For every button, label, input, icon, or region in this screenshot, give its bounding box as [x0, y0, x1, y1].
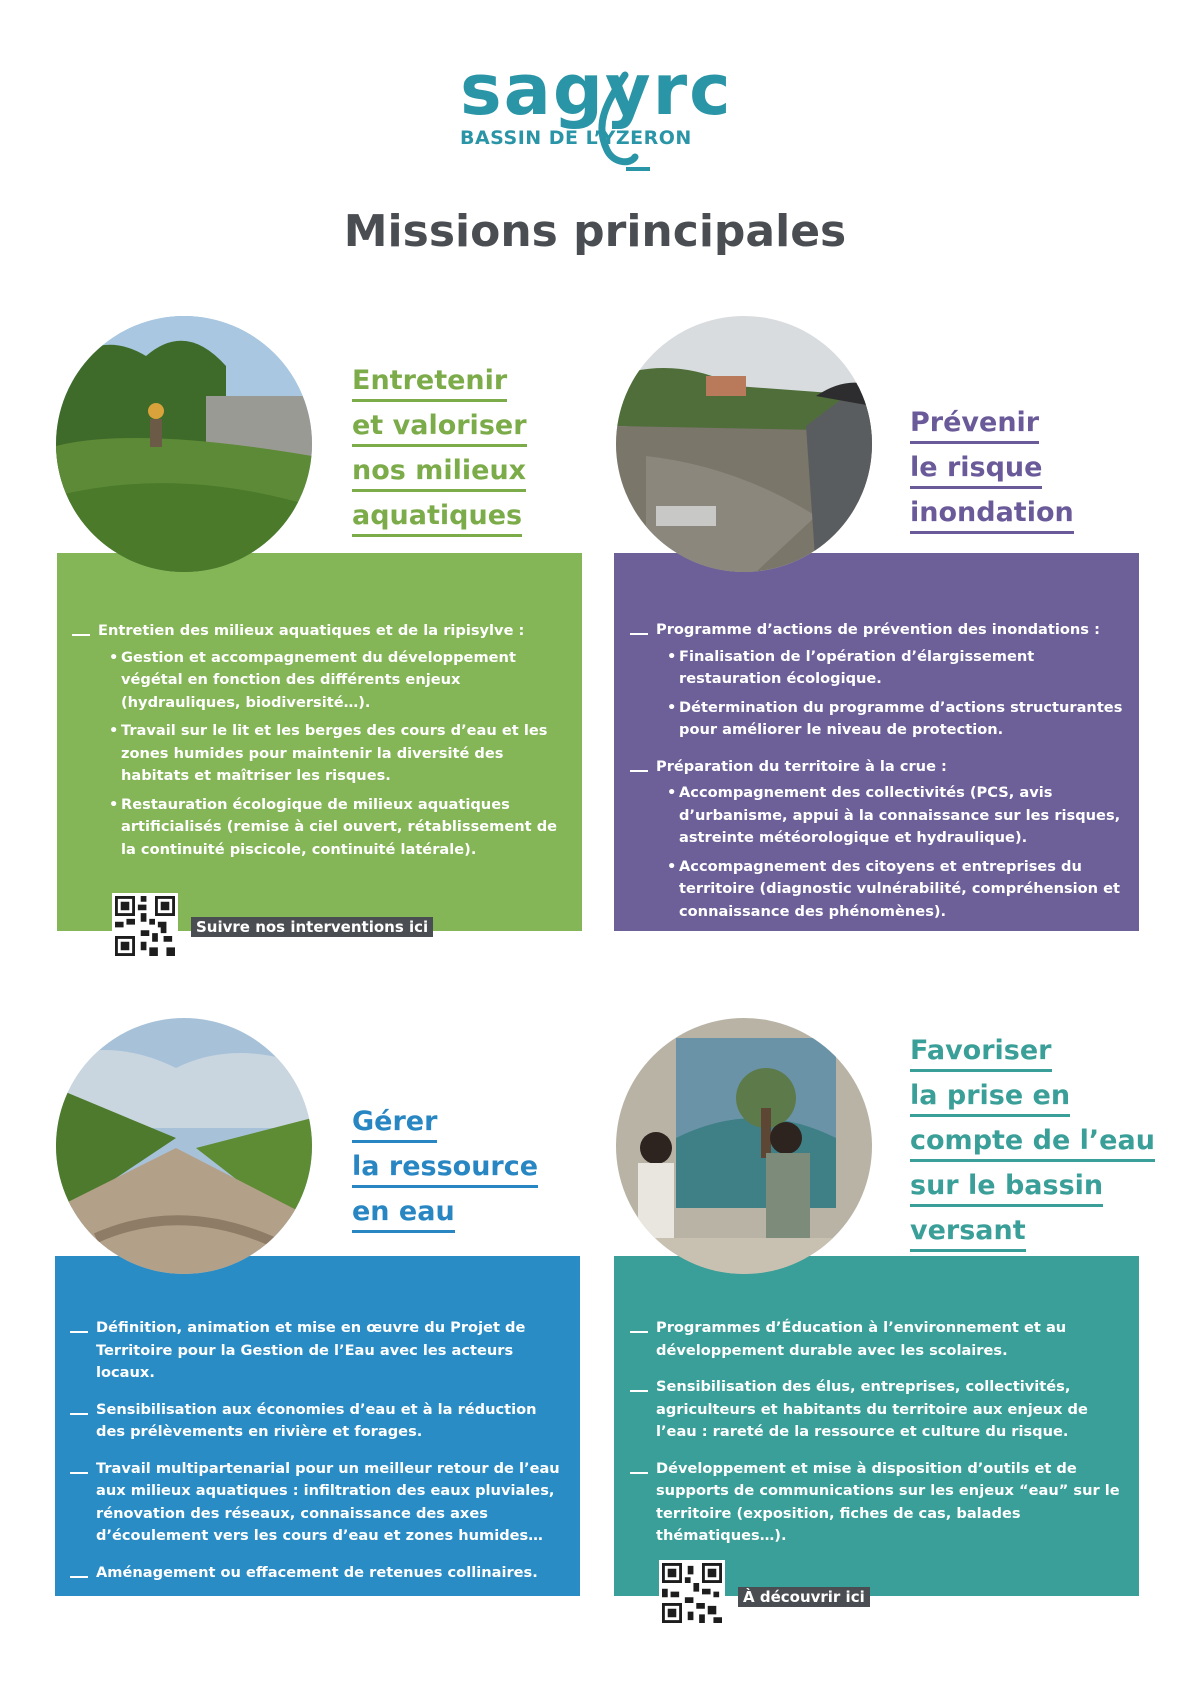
mission-item: [630, 619, 1130, 742]
photo-riverbank-maintenance: [56, 316, 312, 572]
mission-heading-ressource: [352, 1103, 538, 1238]
heading-line: Entretenir: [352, 362, 507, 402]
heading-line: le risque: [910, 449, 1042, 489]
heading-line: Prévenir: [910, 404, 1039, 444]
mission-content-milieux: [72, 620, 572, 875]
heading-line: aquatiques: [352, 497, 522, 537]
mission-heading-milieux: [352, 362, 527, 542]
heading-line: compte de l’eau: [910, 1122, 1155, 1162]
mission-item: Définition, animation et mise en œuvre du Projet de Territoire pour la Gestion de l’Eau avec les acteurs locaux.: [70, 1317, 570, 1385]
qr-code-decouvrir[interactable]: [659, 1560, 725, 1626]
sub-item: • Restauration écologique de milieux aquatiques artificialisés (remise à ciel ouvert, rétablissement de la continuité piscicole, continuité latérale).: [109, 794, 572, 862]
mission-item: Développement et mise à disposition d’outils et de supports de communications sur les enjeux “eau” sur le territoire (exposition, fiches de cas, balades thématiques…).: [630, 1458, 1130, 1548]
sub-item: • Travail sur le lit et les berges des cours d’eau et les zones humides pour maintenir la diversité des habitats et maîtriser les risques.: [109, 720, 572, 788]
logo-wordmark: sagyrc: [460, 49, 733, 131]
qr-icon: [662, 1563, 722, 1623]
sub-item: • Accompagnement des collectivités (PCS, avis d’urbanisme, appui à la connaissance sur les risques, astreinte météorologique et hydraulique).: [667, 782, 1130, 850]
qr-label-interventions[interactable]: Suivre nos interventions ici: [191, 917, 433, 937]
mission-content-inondation: [630, 619, 1130, 937]
page-title: Missions principales: [343, 206, 847, 257]
sagyrc-logo: [460, 49, 740, 175]
heading-line: sur le bassin: [910, 1167, 1103, 1207]
mission-item: Programmes d’Éducation à l’environnement et au développement durable avec les scolaires.: [630, 1317, 1130, 1362]
photo-dry-riverbed: [56, 1018, 312, 1274]
heading-line: versant: [910, 1212, 1026, 1252]
heading-line: et valoriser: [352, 407, 527, 447]
mission-content-ressource: [70, 1317, 570, 1598]
mission-heading-inondation: [910, 404, 1074, 539]
heading-line: la prise en: [910, 1077, 1070, 1117]
sub-item: • Gestion et accompagnement du développement végétal en fonction des différents enjeux (hydrauliques, biodiversité…).: [109, 647, 572, 715]
heading-line: nos milieux: [352, 452, 526, 492]
logo-subtitle: BASSIN DE L’YZERON: [460, 127, 692, 149]
mission-item: [72, 620, 572, 861]
mission-item: [630, 756, 1130, 924]
photo-river-flood: [616, 316, 872, 572]
heading-line: Favoriser: [910, 1032, 1052, 1072]
heading-line: en eau: [352, 1193, 455, 1233]
heading-line: Gérer: [352, 1103, 437, 1143]
mission-item: Sensibilisation aux économies d’eau et à la réduction des prélèvements en rivière et forages.: [70, 1399, 570, 1444]
sub-item: • Finalisation de l’opération d’élargissement restauration écologique.: [667, 646, 1130, 691]
qr-label-decouvrir[interactable]: À découvrir ici: [738, 1587, 870, 1607]
heading-line: inondation: [910, 494, 1074, 534]
mission-content-sensibilisation: [630, 1317, 1130, 1562]
mission-heading-sensibilisation: [910, 1032, 1155, 1257]
heading-line: la ressource: [352, 1148, 538, 1188]
photo-children-exhibit: [616, 1018, 872, 1274]
qr-code-interventions[interactable]: [112, 893, 178, 959]
mission-item: Aménagement ou effacement de retenues collinaires.: [70, 1562, 570, 1585]
qr-icon: [115, 896, 175, 956]
sub-item: • Détermination du programme d’actions structurantes pour améliorer le niveau de protection.: [667, 697, 1130, 742]
mission-item: Travail multipartenarial pour un meilleur retour de l’eau aux milieux aquatiques : infiltration des eaux pluviales, rénovation des réseaux, connaissance des axes d’écoulement vers les cours d’eau et zones humides…: [70, 1458, 570, 1548]
mission-item: Sensibilisation des élus, entreprises, collectivités, agriculteurs et habitants du territoire aux enjeux de l’eau : rareté de la ressource et culture du risque.: [630, 1376, 1130, 1444]
item-text: Entretien des milieux aquatiques et de la ripisylve :: [98, 622, 525, 639]
logo-dash: [626, 167, 650, 171]
item-text: Préparation du territoire à la crue :: [656, 757, 947, 775]
item-text: Programme d’actions de prévention des inondations :: [656, 621, 1100, 638]
sub-item: • Accompagnement des citoyens et entreprises du territoire (diagnostic vulnérabilité, compréhension et connaissance des phénomènes).: [667, 856, 1130, 924]
